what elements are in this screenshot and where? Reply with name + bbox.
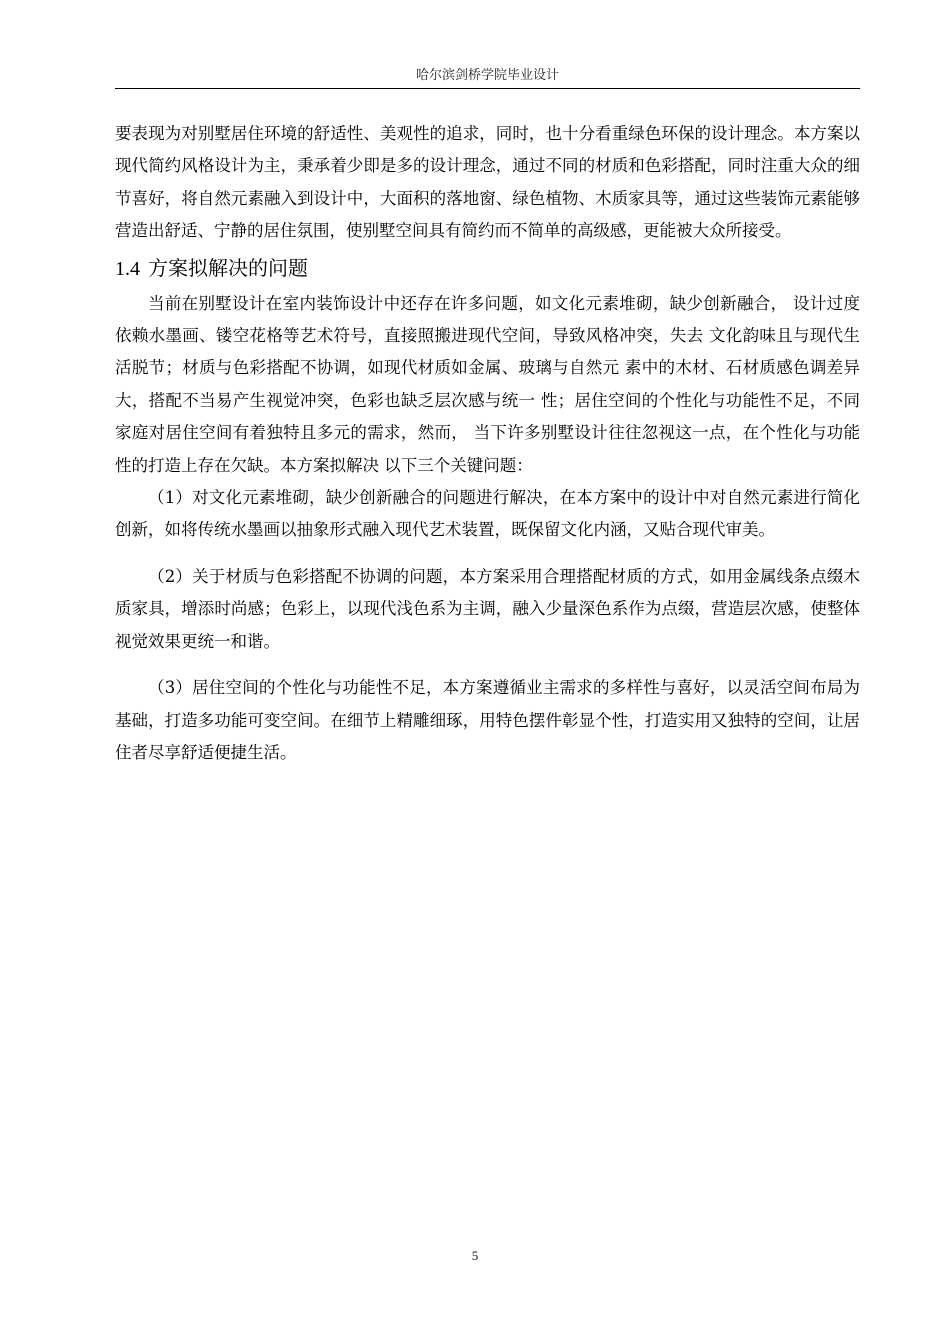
section-title: 方案拟解决的问题	[148, 255, 308, 280]
header-title: 哈尔滨剑桥学院毕业设计	[415, 68, 559, 83]
section-intro-paragraph: 当前在别墅设计在室内装饰设计中还存在许多问题，如文化元素堆砌，缺少创新融合， 设计过度依赖水墨画、镂空花格等艺术符号，直接照搬进现代空间，导致风格冲突，失去 文化韵味且与现代生活脱节；材质与色彩搭配不协调，如现代材质如金属、玻璃与自然元 素中的木材、石材质感色调差异大，搭配不当易产生视觉冲突，色彩也缺乏层次感与统一 性；居住空间的个性化与功能性不足，不同家庭对居住空间有着独特且多元的需求，然而， 当下许多别墅设计往往忽视这一点，在个性化与功能性的打造上存在欠缺。本方案拟解决 以下三个关键问题：	[115, 293, 860, 475]
page-header	[115, 64, 860, 89]
list-item: （3）居住空间的个性化与功能性不足，本方案遵循业主需求的多样性与喜好，以灵活空间布局为基础，打造多功能可变空间。在细节上精雕细琢，用特色摆件彰显个性，打造实用又独特的空间，让居住者尽享舒适便捷生活。	[115, 678, 860, 762]
list-item: （1）对文化元素堆砌，缺少创新融合的问题进行解决，在本方案中的设计中对自然元素进行简化创新，如将传统水墨画以抽象形式融入现代艺术装置，既保留文化内涵，又贴合现代审美。	[115, 488, 860, 540]
document-body	[115, 118, 860, 769]
page-number: 5	[471, 1248, 479, 1263]
intro-paragraph: 要表现为对别墅居住环境的舒适性、美观性的追求，同时，也十分看重绿色环保的设计理念。本方案以现代简约风格设计为主，秉承着少即是多的设计理念，通过不同的材质和色彩搭配，同时注重大众的细节喜好，将自然元素融入到设计中，大面积的落地窗、绿色植物、木质家具等，通过这些装饰元素能够营造出舒适、宁静的居住氛围，使别墅空间具有简约而不简单的高级感，更能被大众所接受。	[115, 124, 860, 241]
section-number: 1.4	[115, 257, 140, 280]
section-heading	[115, 248, 860, 288]
list-item: （2）关于材质与色彩搭配不协调的问题，本方案采用合理搭配材质的方式，如用金属线条点缀木质家具，增添时尚感；色彩上，以现代浅色系为主调，融入少量深色系作为点缀，营造层次感，使整体视觉效果更统一和谐。	[115, 566, 860, 651]
